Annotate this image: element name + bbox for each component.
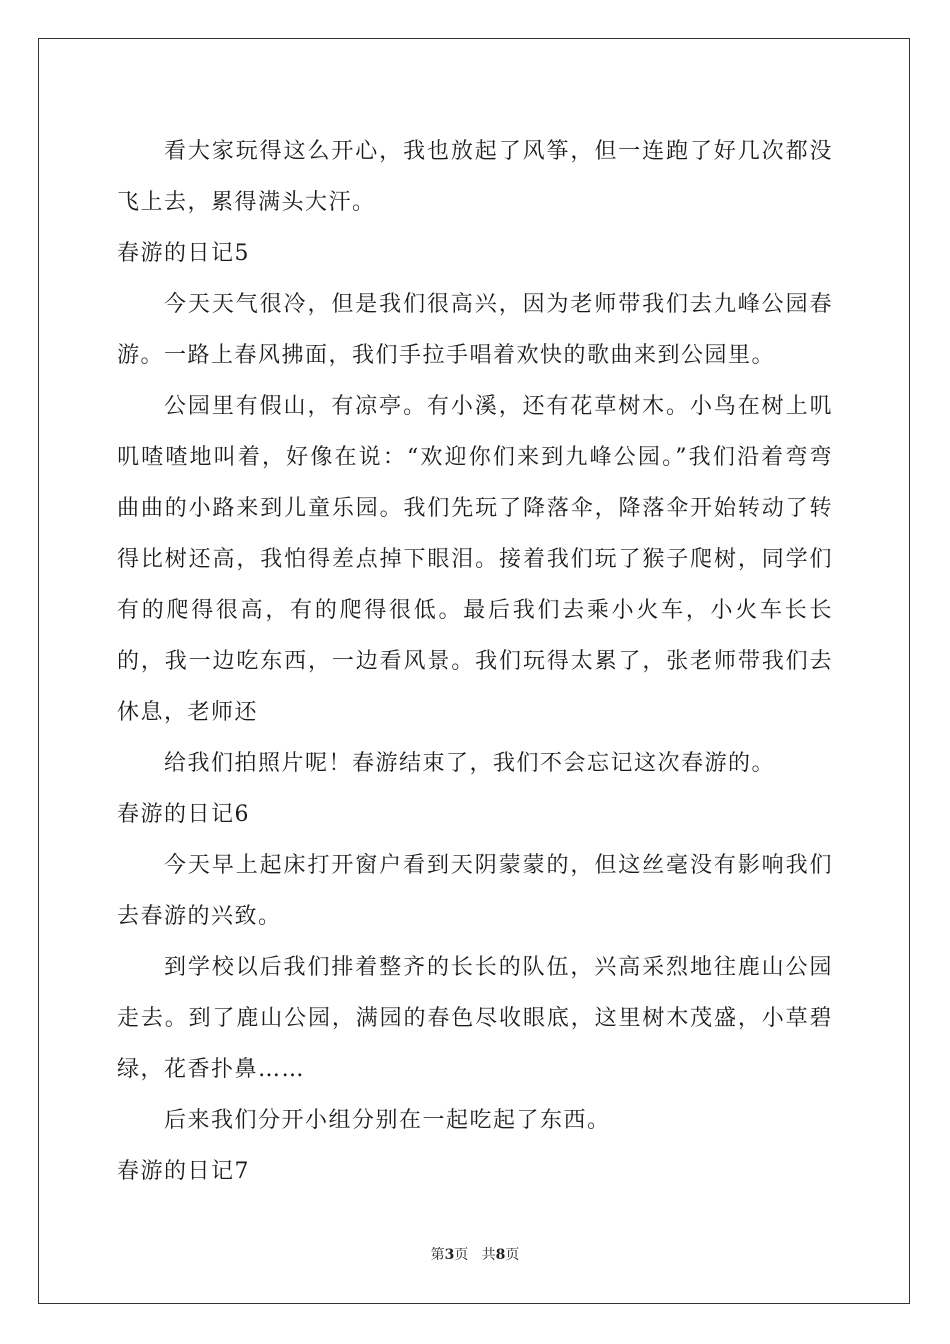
paragraph: 到学校以后我们排着整齐的长长的队伍，兴高采烈地往鹿山公园走去。到了鹿山公园，满园的春色尽收眼底，这里树木茂盛，小草碧绿，花香扑鼻…… [117, 955, 833, 1082]
document-body [117, 126, 833, 1197]
paragraph: 看大家玩得这么开心，我也放起了风筝，但一连跑了好几次都没飞上去，累得满头大汗。 [117, 139, 833, 215]
paragraph: 公园里有假山，有凉亭。有小溪，还有花草树木。小鸟在树上叽叽喳喳地叫着，好像在说：“欢迎你们来到九峰公园。”我们沿着弯弯曲曲的小路来到儿童乐园。我们先玩了降落伞，降落伞开始转动了转得比树还高，我怕得差点掉下眼泪。接着我们玩了猴子爬树，同学们有的爬得很高，有的爬得很低。最后我们去乘小火车，小火车长长的，我一边吃东西，一边看风景。我们玩得太累了，张老师带我们去休息，老师还 [117, 394, 833, 725]
current-page-number: 3 [444, 1247, 455, 1263]
paragraph: 今天早上起床打开窗户看到天阴蒙蒙的，但这丝毫没有影响我们去春游的兴致。 [117, 853, 833, 929]
page-number-suffix: 页 [454, 1247, 469, 1263]
total-page-count: 8 [495, 1247, 506, 1263]
section-heading: 春游的日记7 [117, 1159, 250, 1184]
page-number-prefix: 第 [430, 1247, 445, 1263]
paragraph: 后来我们分开小组分别在一起吃起了东西。 [164, 1108, 611, 1133]
total-pages-suffix: 页 [505, 1247, 520, 1263]
paragraph: 今天天气很冷，但是我们很高兴，因为老师带我们去九峰公园春游。一路上春风拂面，我们手拉手唱着欢快的歌曲来到公园里。 [117, 292, 833, 368]
total-pages-prefix: 共 [481, 1247, 496, 1263]
section-heading: 春游的日记5 [117, 241, 250, 266]
section-heading: 春游的日记6 [117, 802, 250, 827]
paragraph: 给我们拍照片呢！春游结束了，我们不会忘记这次春游的。 [164, 751, 776, 776]
page-footer [0, 1245, 950, 1265]
